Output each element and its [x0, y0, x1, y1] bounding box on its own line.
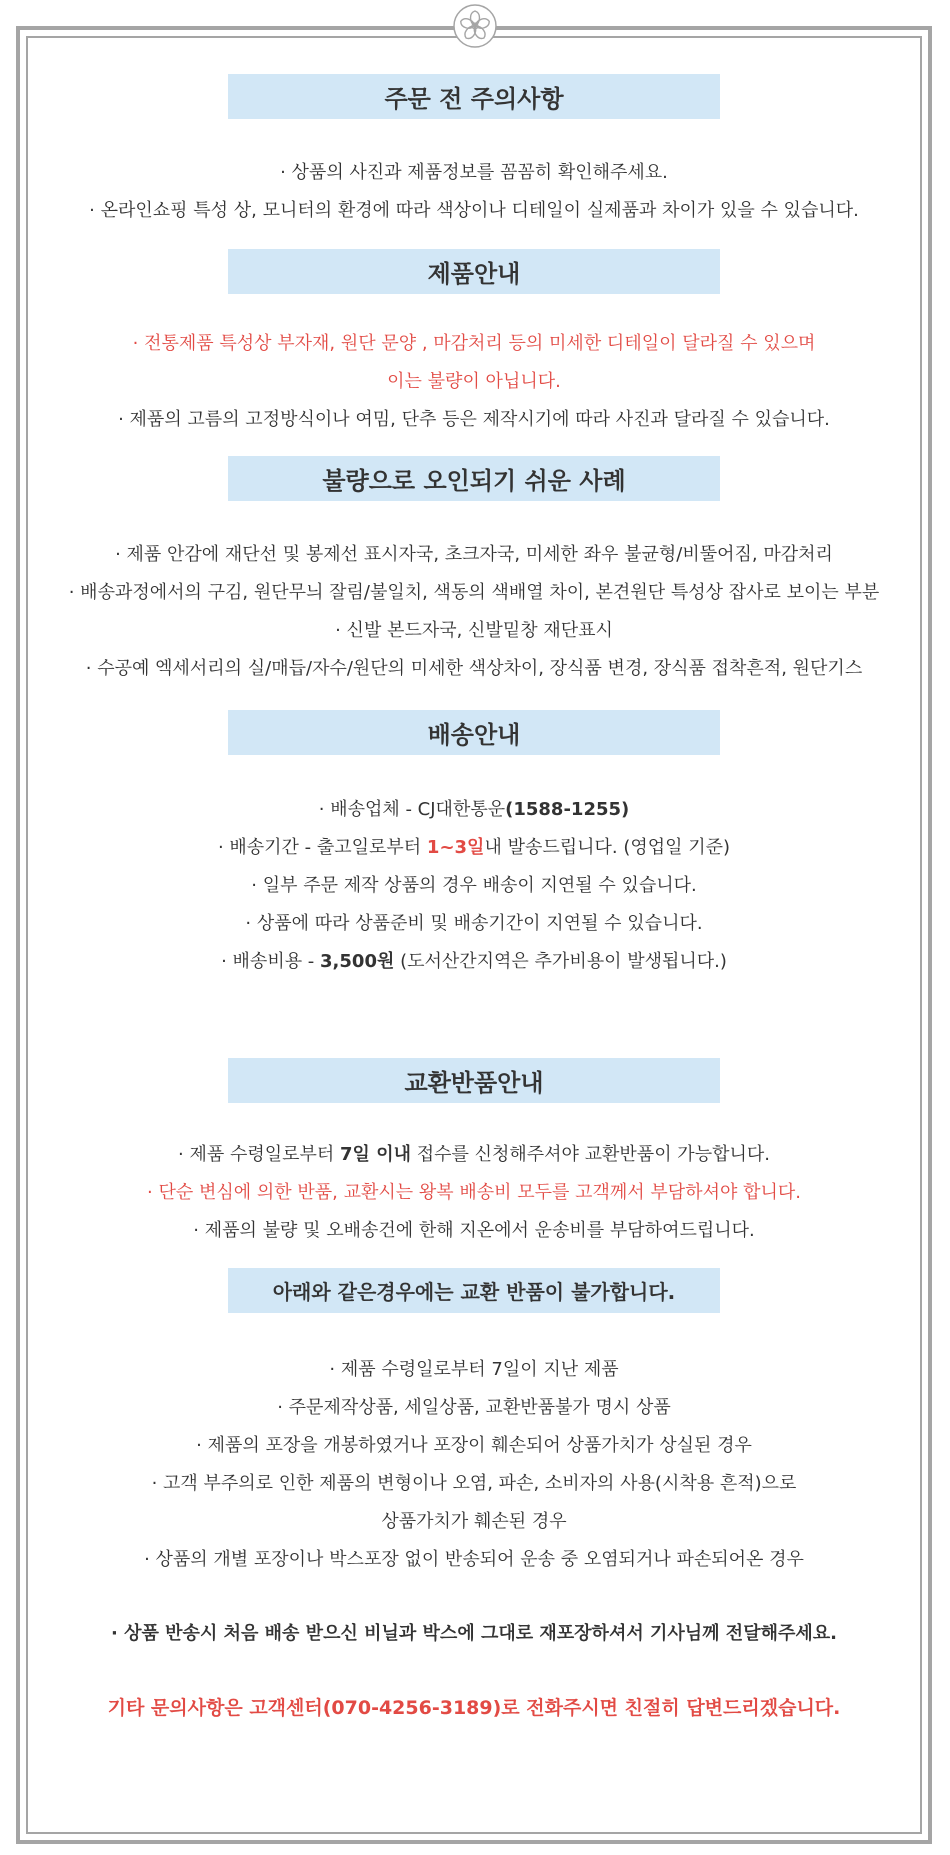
defect-case-line-4: · 수공예 엑세서리의 실/매듭/자수/원단의 미세한 색상차이, 장식품 변경, 장식품 접착흔적, 원단기스	[85, 658, 863, 679]
shipping-lines	[28, 791, 920, 981]
shipping-delay-line-2: · 상품에 따라 상품준비 및 배송기간이 지연될 수 있습니다.	[245, 913, 703, 934]
section-title-order-notice: 주문 전 주의사항	[228, 74, 720, 119]
shipping-period-line: · 배송기간 - 출고일로부터 1~3일내 발송드립니다. (영업일 기준)	[217, 837, 731, 858]
exchange-return-lines	[28, 1136, 920, 1250]
shipping-delay-line-1: · 일부 주문 제작 상품의 경우 배송이 지연될 수 있습니다.	[251, 875, 697, 896]
no-exchange-line-5: 상품가치가 훼손된 경우	[381, 1511, 567, 1532]
no-exchange-line-1: · 제품 수령일로부터 7일이 지난 제품	[329, 1359, 619, 1380]
order-notice-line-1: · 상품의 사진과 제품정보를 꼼꼼히 확인해주세요.	[280, 162, 668, 183]
defect-case-line-1: · 제품 안감에 재단선 및 봉제선 표시자국, 초크자국, 미세한 좌우 불균형/비뚤어짐, 마감처리	[115, 544, 833, 565]
defect-cases-lines	[28, 536, 920, 688]
exchange-return-line-2: · 단순 변심에 의한 반품, 교환시는 왕복 배송비 모두를 고객께서 부담하셔야 합니다.	[147, 1182, 801, 1203]
shipping-cost-line: · 배송비용 - 3,500원 (도서산간지역은 추가비용이 발생됩니다.)	[221, 951, 727, 972]
product-info-line-3: · 제품의 고름의 고정방식이나 여밈, 단추 등은 제작시기에 따라 사진과 달라질 수 있습니다.	[118, 409, 830, 430]
exchange-return-line-3: · 제품의 불량 및 오배송건에 한해 지온에서 운송비를 부담하여드립니다.	[193, 1220, 755, 1241]
customer-center-contact: 기타 문의사항은 고객센터(070-4256-3189)로 전화주시면 친절히 답변드리겠습니다.	[107, 1697, 841, 1719]
section-title-exchange-return: 교환반품안내	[228, 1058, 720, 1103]
section-title-product-info: 제품안내	[228, 249, 720, 294]
order-notice-line-2: · 온라인쇼핑 특성 상, 모니터의 환경에 따라 색상이나 디테일이 실제품과 차이가 있을 수 있습니다.	[89, 200, 859, 221]
no-exchange-line-2: · 주문제작상품, 세일상품, 교환반품불가 명시 상품	[277, 1397, 671, 1418]
order-notice-lines	[28, 154, 920, 230]
content	[28, 38, 920, 1727]
section-title-defect-cases: 불량으로 오인되기 쉬운 사례	[228, 456, 720, 501]
defect-case-line-2: · 배송과정에서의 구김, 원단무늬 잘림/불일치, 색동의 색배열 차이, 본견원단 특성상 잡사로 보이는 부분	[68, 582, 880, 603]
no-exchange-line-3: · 제품의 포장을 개봉하였거나 포장이 훼손되어 상품가치가 상실된 경우	[196, 1435, 752, 1456]
product-info-line-1: · 전통제품 특성상 부자재, 원단 문양 , 마감처리 등의 미세한 디테일이 달라질 수 있으며	[132, 333, 816, 354]
defect-case-line-3: · 신발 본드자국, 신발밑창 재단표시	[335, 620, 613, 641]
section-title-shipping: 배송안내	[228, 710, 720, 755]
section-title-no-exchange: 아래와 같은경우에는 교환 반품이 불가합니다.	[228, 1268, 720, 1313]
shipping-carrier-line: · 배송업체 - CJ대한통운(1588-1255)	[318, 799, 630, 820]
exchange-return-line-1: · 제품 수령일로부터 7일 이내 접수를 신청해주셔야 교환반품이 가능합니다.	[178, 1144, 770, 1165]
product-info-line-2: 이는 불량이 아닙니다.	[387, 371, 561, 392]
no-exchange-lines	[28, 1351, 920, 1579]
no-exchange-line-6: · 상품의 개별 포장이나 박스포장 없이 반송되어 운송 중 오염되거나 파손되어온 경우	[144, 1549, 804, 1570]
no-exchange-line-4: · 고객 부주의로 인한 제품의 변형이나 오염, 파손, 소비자의 사용(시착용 흔적)으로	[151, 1473, 797, 1494]
repackaging-notice: · 상품 반송시 처음 배송 받으신 비닐과 박스에 그대로 재포장하셔서 기사님께 전달해주세요.	[111, 1623, 837, 1644]
product-info-lines	[28, 325, 920, 439]
